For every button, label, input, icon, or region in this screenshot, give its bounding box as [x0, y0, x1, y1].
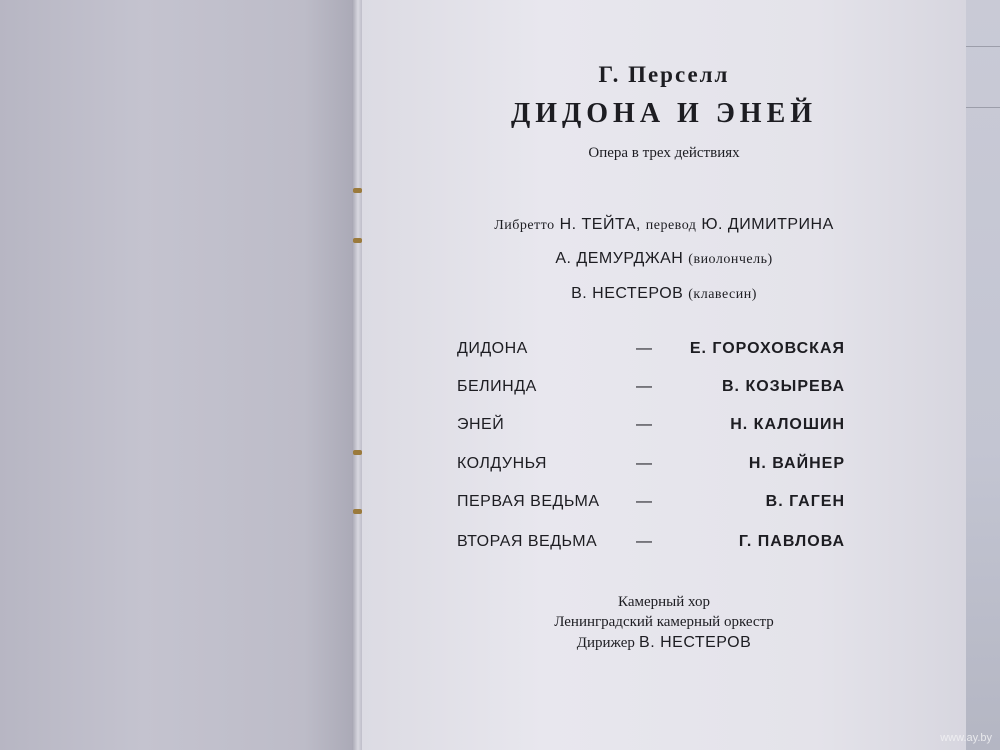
translation-prefix: перевод — [645, 218, 697, 233]
cast-singer: Г. ПАВЛОВА — [738, 533, 845, 550]
opera-subtitle: Опера в трех действиях — [588, 145, 740, 161]
cast-role: КОЛДУНЬЯ — [457, 455, 547, 472]
cast-role: ЭНЕЙ — [457, 416, 505, 433]
cast-dash: — — [636, 493, 652, 510]
translator: Ю. ДИМИТРИНА — [701, 216, 834, 233]
cast-singer: В. ГАГЕН — [765, 493, 845, 510]
staple — [353, 450, 362, 455]
watermark: www.ay.by — [940, 732, 992, 744]
cast-role: ВТОРАЯ ВЕДЬМА — [457, 533, 598, 550]
cast-role: ПЕРВАЯ ВЕДЬМА — [457, 493, 600, 510]
cast-singer: Н. ВАЙНЕР — [748, 455, 845, 472]
cello-credit — [362, 250, 966, 268]
staple — [353, 238, 362, 243]
cast-role: БЕЛИНДА — [457, 378, 537, 395]
cast-singer: Е. ГОРОХОВСКАЯ — [689, 340, 845, 357]
cast-singer: В. КОЗЫРЕВА — [722, 378, 845, 395]
conductor — [362, 634, 966, 652]
harpsichordist: В. НЕСТЕРОВ — [571, 285, 684, 302]
harpsichord-credit — [362, 285, 966, 303]
left-page — [0, 0, 358, 750]
cast-dash: — — [636, 340, 652, 357]
cast-dash: — — [636, 378, 652, 395]
conductor-prefix: Дирижер — [576, 635, 635, 651]
cast-role: ДИДОНА — [457, 340, 528, 357]
orchestra: Ленинградский камерный оркестр — [554, 614, 774, 630]
cast-dash: — — [636, 533, 652, 550]
staple — [353, 509, 362, 514]
staple — [353, 188, 362, 193]
cast-singer: Н. КАЛОШИН — [730, 416, 845, 433]
conductor-name: В. НЕСТЕРОВ — [639, 634, 752, 651]
cello-instrument: (виолончель) — [688, 252, 773, 267]
libretto-author: Н. ТЕЙТА, — [559, 216, 641, 233]
choir: Камерный хор — [618, 594, 710, 610]
cast-dash: — — [636, 455, 652, 472]
opera-title: ДИДОНА И ЭНЕЙ — [510, 98, 818, 129]
libretto-prefix: Либретто — [494, 218, 555, 233]
libretto-credit — [362, 216, 966, 234]
composer: Г. Перселл — [598, 62, 730, 87]
harpsichord-instrument: (клавесин) — [688, 287, 757, 302]
cellist: А. ДЕМУРДЖАН — [555, 250, 684, 267]
cast-dash: — — [636, 416, 652, 433]
